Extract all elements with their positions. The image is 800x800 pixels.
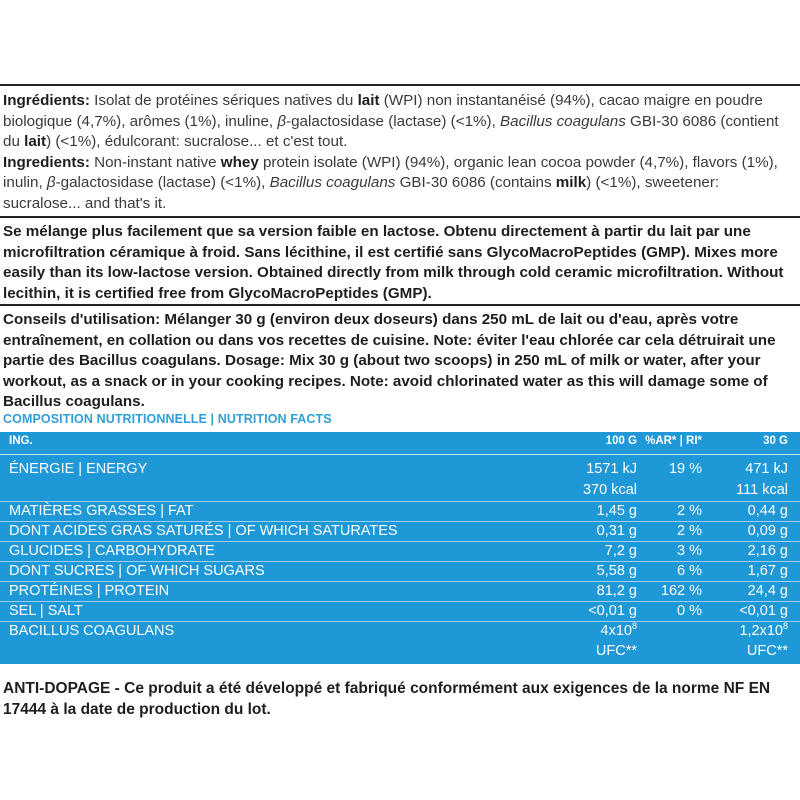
- header-ing: ING.: [9, 435, 33, 447]
- table-row: DONT SUCRES | OF WHICH SUGARS 5,58 g 6 % 1,67 g: [9, 563, 788, 579]
- bacillus-30g: $1,2x10^8$: [739, 621, 788, 639]
- table-row: SEL | SALT <0,01 g 0 % <0,01 g: [9, 603, 788, 619]
- header-30g: 30 G: [763, 435, 788, 447]
- row-divider: [0, 541, 800, 542]
- header-divider: [0, 454, 800, 455]
- description-text: Se mélange plus facilement que sa version faible en lactose. Obtenu directement à partir du lait par une microfiltration céramique à froid. Sans lécithine, il est certifié sans GlycoMacroPeptides (GMP). Mixes more easily than its low-lactose version. Obtained directly from milk through cold ceramic microfiltration. Without lecithin, it is certified free from GlycoMacroPeptides (GMP).: [3, 223, 784, 302]
- bacillus-100g: $4x10^8$: [600, 621, 637, 639]
- table-row: ÉNERGIE | ENERGY 1571 kJ 19 % 471 kJ: [9, 461, 788, 477]
- nutrition-title: COMPOSITION NUTRITIONNELLE | NUTRITION FACTS: [3, 412, 332, 426]
- usage-text: Conseils d'utilisation: Mélanger 30 g (environ deux doseurs) dans 250 mL de lait ou d'eau, après votre entraînement, en collation ou dans vos recettes de cuisine. Note: éviter l'eau chlorée car cela détruirait une partie des Bacillus coagulans. Dosage: Mix 30 g (about two scoops) in 250 mL of milk or water, after your workout, as a snack or in your cooking recipes. Note: avoid chlorinated water as this will damage some of Bacillus coagulans.: [3, 311, 776, 410]
- table-row: BACILLUS COAGULANS $4x10^8$ $1,2x10^8$: [9, 621, 788, 639]
- divider-1: [0, 216, 800, 218]
- table-row: DONT ACIDES GRAS SATURÉS | OF WHICH SATURATES 0,31 g 2 % 0,09 g: [9, 523, 788, 539]
- table-row: 370 kcal 111 kcal: [582, 482, 788, 498]
- row-divider: [0, 521, 800, 522]
- header-ar: %AR* | RI*: [645, 435, 702, 447]
- table-row: PROTÉINES | PROTEIN 81,2 g 162 % 24,4 g: [9, 583, 788, 599]
- row-divider: [0, 501, 800, 502]
- table-row: UFC** UFC**: [595, 643, 788, 659]
- table-row: GLUCIDES | CARBOHYDRATE 7,2 g 3 % 2,16 g: [9, 543, 788, 559]
- ingredients-section: Ingrédients: Isolat de protéines sériques natives du lait (WPI) non instantanéisé (94%), cacao maigre en poudre biologique (4,7%), arômes (1%), inuline, β-galactosidase (lactase) (<1%), Bacillus coagulans GBI-30 6086 (contient du lait) (<1%), édulcorant: sucralose... et c'est tout. Ingredients: Non-instant native whey protein isolate (WPI) (94%), organic lean cocoa powder (4,7%), flavors (1%), inulin, β-galactosidase (lactase) (<1%), Bacillus coagulans GBI-30 6086 (contains milk) (<1%), sweetener: sucralose... and that's it.: [3, 92, 779, 212]
- row-divider: [0, 581, 800, 582]
- ingredients-en-label: Ingredients:: [3, 153, 90, 171]
- top-rule: [0, 84, 800, 86]
- row-divider: [0, 601, 800, 602]
- table-header: [0, 432, 800, 452]
- divider-2: [0, 304, 800, 306]
- table-row: MATIÈRES GRASSES | FAT 1,45 g 2 % 0,44 g: [9, 503, 788, 519]
- header-100g: 100 G: [605, 435, 637, 447]
- nutrition-table: [0, 432, 800, 664]
- row-divider: [0, 621, 800, 622]
- antidoping-text: ANTI-DOPAGE - Ce produit a été développé et fabriqué conformément aux exigences de la norme NF EN 17444 à la date de production du lot.: [3, 680, 771, 718]
- ingredients-fr-label: Ingrédients:: [3, 92, 90, 109]
- row-divider: [0, 561, 800, 562]
